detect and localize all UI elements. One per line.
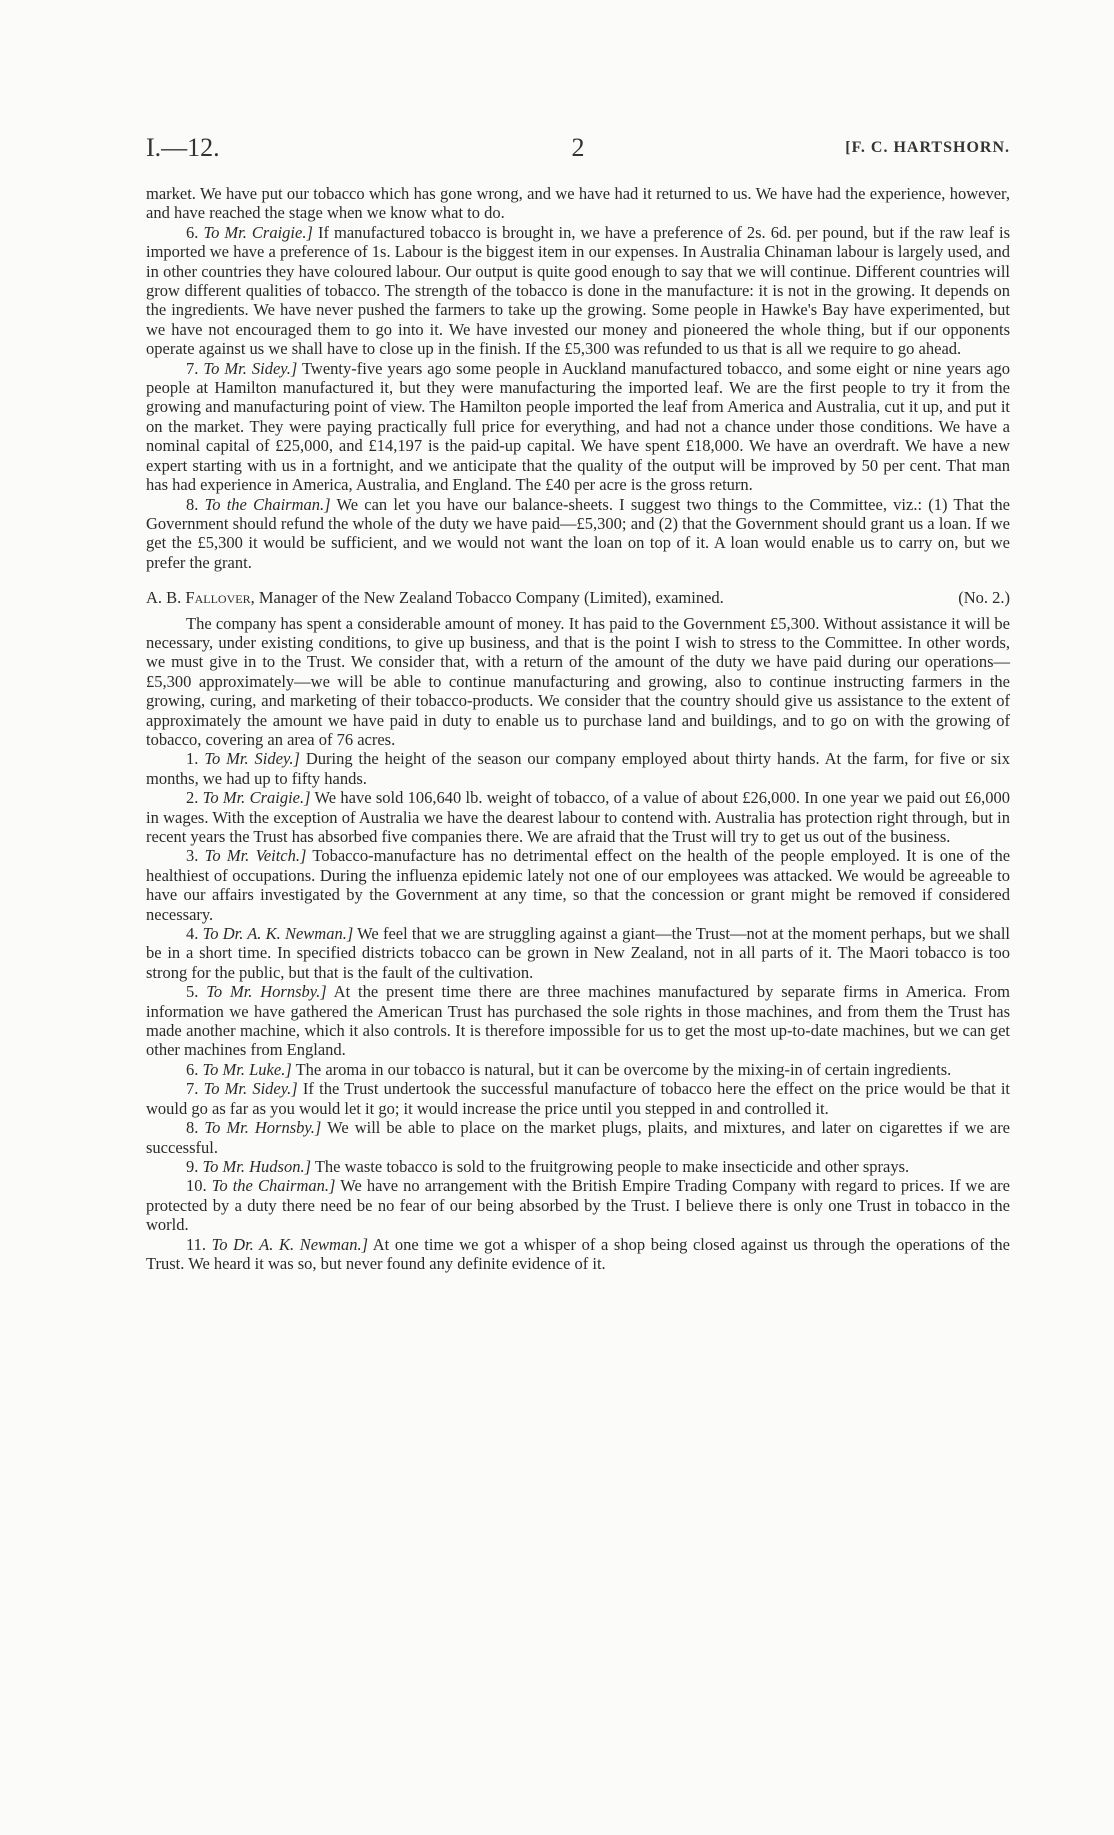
questioner: To Mr. Sidey.] [203, 1079, 298, 1099]
questioner: To Mr. Craigie.] [202, 788, 311, 808]
witness-name: A. B. Fallover, [146, 588, 255, 608]
answer-6-luke [146, 1060, 1010, 1079]
witness-reference: [F. C. HARTSHORN. [845, 139, 1010, 156]
witness-number: (No. 2.) [958, 588, 1010, 608]
answer-10-chairman [146, 1176, 1010, 1234]
questioner: To Mr. Hornsby.] [204, 1118, 322, 1138]
answer-number: 11. [186, 1234, 207, 1254]
answer-text: The aroma in our tobacco is natural, but it can be overcome by the mixing-in of certain ingredients. [295, 1059, 952, 1079]
witness-statement: The company has spent a considerable amount of money. It has paid to the Government £5,300. Without assistance it will be necessary, under existing conditions, to give up business, and that is the point I wish to stress to the Committee. In other words, we must give in to the Trust. We consider that, with a return of the amount of the duty we have paid during our operations—£5,300 approximately—we will be able to continue manufacturing and growing, also to continue instructing farmers in the growing, curing, and marketing of their tobacco-products. We consider that the country should give us assistance to the extent of approximately the amount we have paid in duty to enable us to purchase land and buildings, and to go on with the growing of tobacco, covering an area of 76 acres. [146, 613, 1010, 749]
questioner: To Mr. Luke.] [202, 1059, 292, 1079]
answer-text: The waste tobacco is sold to the fruitgrowing people to make insecticide and other sprays. [314, 1156, 910, 1176]
answer-number: 7. [186, 1079, 199, 1099]
answer-6-craigie [146, 223, 1010, 359]
answer-text: We have sold 106,640 lb. weight of tobacco, of a value of about £26,000. In one year we paid out £6,000 in wages. With the exception of Australia we have the dearest labour to contend with. Australia has protection right through, but in recent years the Trust has absorbed five companies there. We are afraid that the Trust will try to get us out of the business. [146, 788, 1011, 846]
witness-title: Manager of the New Zealand Tobacco Company (Limited), examined. [258, 588, 724, 608]
paper-reference: I.—12. [146, 133, 220, 162]
answer-text: At one time we got a whisper of a shop being closed against us through the operations of the Trust. We heard it was so, but never found any definite evidence of it. [146, 1234, 1010, 1273]
page-header [146, 132, 1010, 168]
answer-8-chairman [146, 495, 1010, 573]
answer-number: 1. [186, 749, 199, 769]
questioner: To the Chairman.] [211, 1176, 336, 1196]
answer-text: Twenty-five years ago some people in Auckland manufactured tobacco, and some eight or nine years ago people at Hamilton manufactured it, but they were manufacturing the imported leaf. We are the first people to try it from the growing and manufacturing point of view. The Hamilton people imported the leaf from America and Australia, cut it up, and put it on the market. They were paying practically full price for everything, and had not a chance under those conditions. We have a nominal capital of £25,000, and £14,197 is the paid-up capital. We have spent £18,000. We have an overdraft. We have a new expert starting with us in a fortnight, and we anticipate that the quality of the output will be improved by 50 per cent. That man has had experience in America, Australia, and England. The £40 per acre is the gross return. [146, 358, 1011, 495]
answer-4-newman [146, 924, 1010, 982]
answer-number: 8. [186, 494, 199, 514]
witness-heading [146, 588, 1010, 607]
answer-text: If manufactured tobacco is brought in, we have a preference of 2s. 6d. per pound, but if the raw leaf is imported we have a preference of 1s. Labour is the biggest item in our expenses. In Australia Chinaman labour is largely used, and in other countries they have coloured labour. Our output is quite good enough to say that we will continue. Different countries will grow different qualities of tobacco. The strength of the tobacco is done in the manufacture: it is not in the growing. It depends on the ingredients. We have never pushed the farmers to take up the growing. Some people in Hawke's Bay have experimented, but we have not encouraged them to go into it. We have invested our money and pioneered the whole thing, but if our opponents operate against us we shall have to close up in the finish. If the £5,300 was refunded to us that is all we require to go ahead. [146, 222, 1011, 359]
answer-1-sidey [146, 749, 1010, 788]
questioner: To Mr. Veitch.] [204, 846, 307, 866]
answer-text: Tobacco-manufacture has no detrimental effect on the health of the people employed. It is one of the healthiest of occupations. During the influenza epidemic lately not one of our employees was attacked. We would be agreeable to have our affairs investigated by the Government at any time, so that the concession or grant might be removed if considered necessary. [146, 846, 1011, 924]
answer-2-craigie [146, 788, 1010, 846]
answer-7-sidey [146, 359, 1010, 495]
answer-text: We will be able to place on the market plugs, plaits, and mixtures, and later on cigarettes if we are successful. [146, 1118, 1011, 1157]
answer-11-newman [146, 1235, 1010, 1274]
answer-number: 2. [186, 788, 199, 808]
page-number: 2 [571, 133, 585, 162]
answer-7-sidey [146, 1079, 1010, 1118]
questioner: To the Chairman.] [204, 494, 331, 514]
questioner: To Dr. A. K. Newman.] [202, 924, 354, 944]
questioner: To Dr. A. K. Newman.] [211, 1234, 368, 1254]
answer-number: 4. [186, 924, 199, 944]
answer-number: 8. [186, 1118, 199, 1138]
answer-9-hudson [146, 1157, 1010, 1176]
answer-text: We have no arrangement with the British Empire Trading Company with regard to prices. If we are protected by a duty there need be no fear of our being absorbed by the Trust. I believe there is only one Trust in tobacco in the world. [146, 1176, 1011, 1235]
answer-8-hornsby [146, 1118, 1010, 1157]
answer-number: 6. [186, 222, 199, 242]
questioner: To Mr. Craigie.] [203, 222, 313, 242]
answer-number: 10. [186, 1176, 207, 1196]
questioner: To Mr. Sidey.] [204, 749, 300, 769]
answer-number: 7. [186, 358, 199, 378]
answer-number: 3. [186, 846, 199, 866]
questioner: To Mr. Hornsby.] [206, 982, 327, 1002]
answer-text: At the present time there are three machines manufactured by separate firms in America. From information we have gathered the American Trust has purchased the sole rights in those machines, and from them the Trust has made another machine, which it also controls. It is therefore impossible for us to get the most up-to-date machines, but we can get other machines from England. [146, 982, 1011, 1060]
answer-text: If the Trust undertook the successful manufacture of tobacco here the effect on the price would be that it would go as far as you would let it go; it would increase the price until you stepped in and controlled it. [146, 1079, 1011, 1118]
answer-5-hornsby [146, 982, 1010, 1060]
answer-number: 6. [186, 1059, 199, 1079]
paragraph-continuation: market. We have put our tobacco which has gone wrong, and we have had it returned to us. We have had the experience, however, and have reached the stage when we know what to do. [146, 184, 1010, 223]
answer-number: 5. [186, 982, 199, 1002]
answer-text: We can let you have our balance-sheets. I suggest two things to the Committee, viz.: (1) That the Government should refund the whole of the duty we have paid—£5,300; and (2) that the Government should grant us a loan. If we get the £5,300 it would be sufficient, and we would not want the loan on top of it. A loan would enable us to carry on, but we prefer the grant. [146, 494, 1011, 572]
answer-text: We feel that we are struggling against a giant—the Trust—not at the moment perhaps, but we shall be in a short time. In specified districts tobacco can be grown in New Zealand, not in all parts of it. The Maori tobacco is too strong for the public, but that is the fault of the cultivation. [146, 924, 1011, 982]
questioner: To Mr. Hudson.] [202, 1156, 312, 1176]
body-text [146, 184, 1010, 1273]
answer-text: During the height of the season our company employed about thirty hands. At the farm, for five or six months, we had up to fifty hands. [146, 749, 1011, 788]
questioner: To Mr. Sidey.] [203, 358, 298, 378]
answer-3-veitch [146, 846, 1010, 924]
answer-number: 9. [186, 1156, 199, 1176]
